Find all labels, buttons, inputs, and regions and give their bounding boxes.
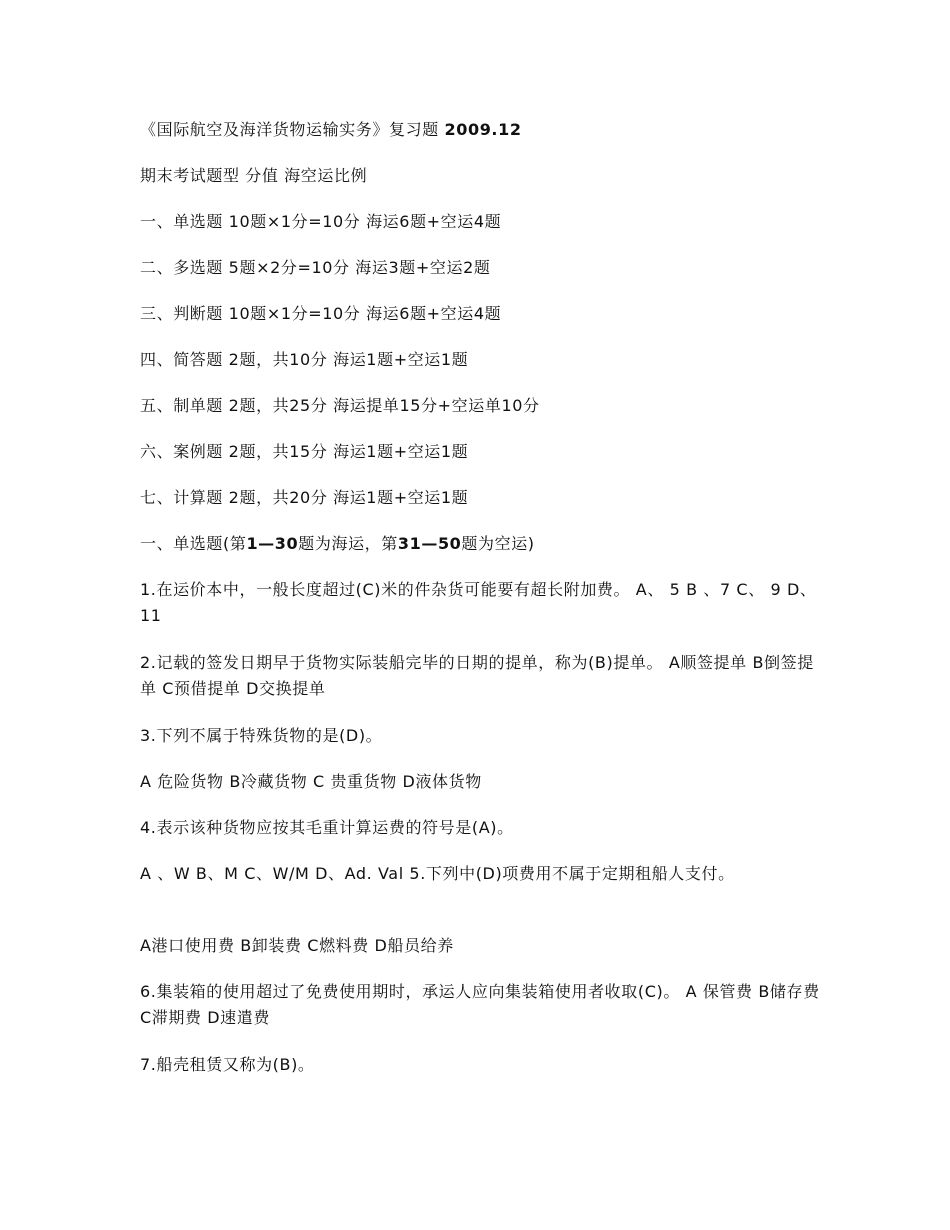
question-paragraph: 6.集装箱的使用超过了免费使用期时，承运人应向集装箱使用者收取(C)。 A 保管费 B储存费 C滞期费 D速遣费 <box>140 982 826 1027</box>
title-date: 2009.12 <box>444 120 522 139</box>
question-paragraph: 3.下列不属于特殊货物的是(D)。 <box>140 726 383 745</box>
exam-type-line: 四、简答题 2题，共10分 海运1题+空运1题 <box>140 350 469 369</box>
question-paragraph: A 、W B、M C、W/M D、Ad. Val 5.下列中(D)项费用不属于定期租船人支付。 <box>140 864 735 883</box>
answer-options: A 危险货物 B冷藏货物 C 贵重货物 D液体货物 <box>140 772 482 791</box>
question-paragraph: 4.表示该种货物应按其毛重计算运费的符号是(A)。 <box>140 818 514 837</box>
exam-type-line: 一、单选题 10题×1分=10分 海运6题+空运4题 <box>140 212 502 231</box>
question-paragraph: 7.船壳租赁又称为(B)。 <box>140 1055 315 1074</box>
exam-type-line: 三、判断题 10题×1分=10分 海运6题+空运4题 <box>140 304 502 323</box>
section-heading-range: 31—50 <box>397 534 462 553</box>
exam-header: 期末考试题型 分值 海空运比例 <box>140 166 368 185</box>
title-text: 《国际航空及海洋货物运输实务》复习题 <box>140 120 445 139</box>
section-heading-part: 题为海运，第 <box>298 534 398 553</box>
exam-type-line: 六、案例题 2题，共15分 海运1题+空运1题 <box>140 442 469 461</box>
document-title <box>140 117 820 143</box>
question-paragraph: 1.在运价本中，一般长度超过(C)米的件杂货可能要有超长附加费。 A、 5 B 、7 C、 9 D、11 <box>140 580 817 625</box>
section-heading-range: 1—30 <box>246 534 299 553</box>
exam-type-line: 五、制单题 2题，共25分 海运提单15分+空运单10分 <box>140 396 540 415</box>
exam-type-line: 二、多选题 5题×2分=10分 海运3题+空运2题 <box>140 258 491 277</box>
exam-type-line: 七、计算题 2题，共20分 海运1题+空运1题 <box>140 488 469 507</box>
section-heading-part: 题为空运) <box>461 534 535 553</box>
section-heading <box>140 531 820 557</box>
section-heading-part: 一、单选题(第 <box>140 534 247 553</box>
question-paragraph: 2.记载的签发日期早于货物实际装船完毕的日期的提单，称为(B)提单。 A顺签提单 B倒签提单 C预借提单 D交换提单 <box>140 653 814 698</box>
answer-options: A港口使用费 B卸装费 C燃料费 D船员给养 <box>140 936 454 955</box>
